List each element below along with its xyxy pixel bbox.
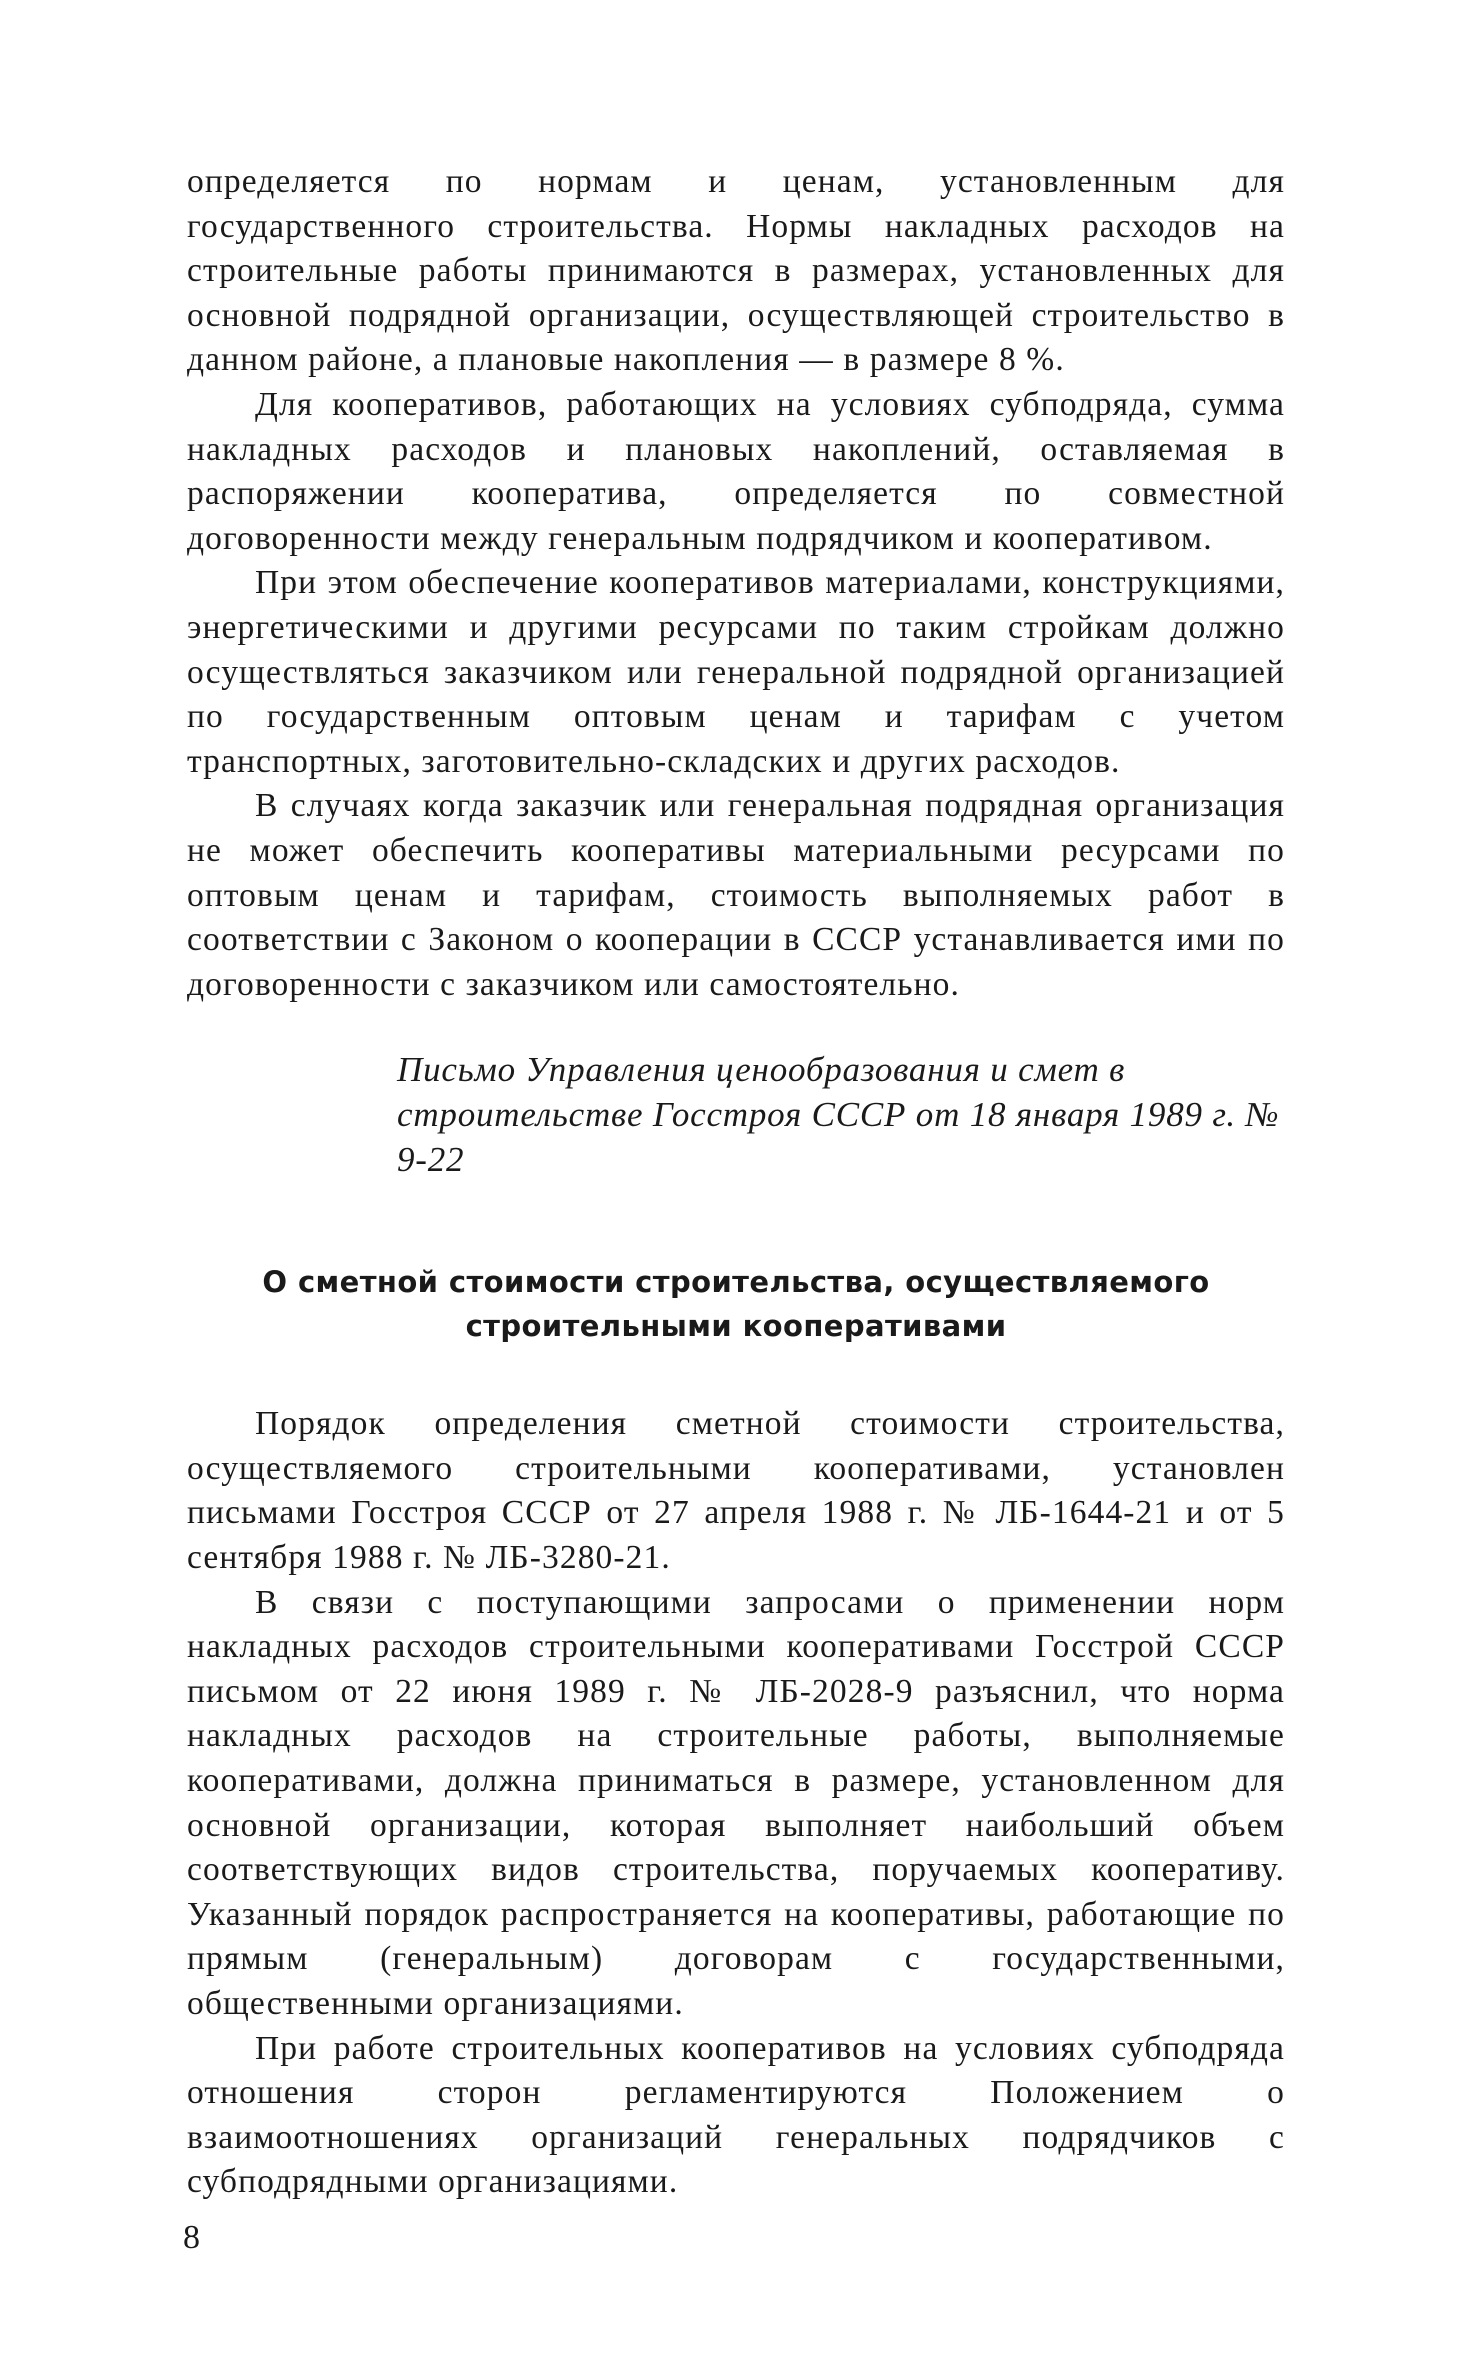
paragraph-subcontract-relations: При работе строительных кооперативов на условиях субподряда отношения сторон регламентируются Положением о взаимоотношениях организаций генеральных подрядчиков с субподрядными организациями. <box>187 2029 1285 2201</box>
page-number: 8 <box>183 2219 200 2256</box>
paragraph-continuation: определяется по нормам и ценам, установленным для государственного строительства. Нормы накладных расходов на строительные работы принимаются в размерах, установленных для основной подрядной организации, осуществляющей строительство в данном районе, а плановые накопления — в размере 8 %. <box>187 163 1285 379</box>
paragraph-subcontract-cooperatives: Для кооперативов, работающих на условиях субподряда, сумма накладных расходов и плановых накоплений, оставляемая в распоряжении кооператива, определяется по совместной договоренности между генеральным подрядчиком и кооперативом. <box>187 385 1285 557</box>
section-2-body <box>187 1402 1285 2205</box>
paragraph-independent-pricing: В случаях когда заказчик или генеральная подрядная организация не может обеспечить кооперативы материальными ресурсами по оптовым ценам и тарифам, стоимость выполняемых работ в соответствии с Законом о кооперации в СССР устанавливается ими по договоренности с заказчиком или самостоятельно. <box>187 787 1285 1003</box>
section-1-body <box>187 160 1285 1007</box>
paragraph-estimate-procedure: Порядок определения сметной стоимости строительства, осуществляемого строительными кооперативами, установлен письмами Госстроя СССР от 27 апреля 1988 г. № ЛБ-1644-21 и от 5 сентября 1988 г. № ЛБ-3280-21. <box>187 1405 1285 1577</box>
document-page <box>187 160 1285 2205</box>
paragraph-overhead-norms: В связи с поступающими запросами о применении норм накладных расходов строительными кооперативами Госстрой СССР письмом от 22 июня 1989 г. № ЛБ-2028-9 разъяснил, что норма накладных расходов на строительные работы, выполняемые кооперативами, должна приниматься в размере, установленном для основной организации, которая выполняет наибольший объем соответствующих видов строительства, поручаемых кооперативу. Указанный порядок распространяется на кооперативы, работающие по прямым (генеральным) договорам с государственными, общественными организациями. <box>187 1583 1285 2022</box>
paragraph-materials-supply: При этом обеспечение кооперативов материалами, конструкциями, энергетическими и другими ресурсами по таким стройкам должно осуществляться заказчиком или генеральной подрядной организацией по государственным оптовым ценам и тарифам с учетом транспортных, заготовительно-складских и других расходов. <box>187 564 1285 780</box>
letter-citation: Письмо Управления ценообразования и смет в строительстве Госстроя СССР от 18 января 1989 г. № 9-22 <box>397 1050 1280 1180</box>
section-heading: О сметной стоимости строительства, осуществляемого строительными кооперативами <box>262 1265 1210 1344</box>
